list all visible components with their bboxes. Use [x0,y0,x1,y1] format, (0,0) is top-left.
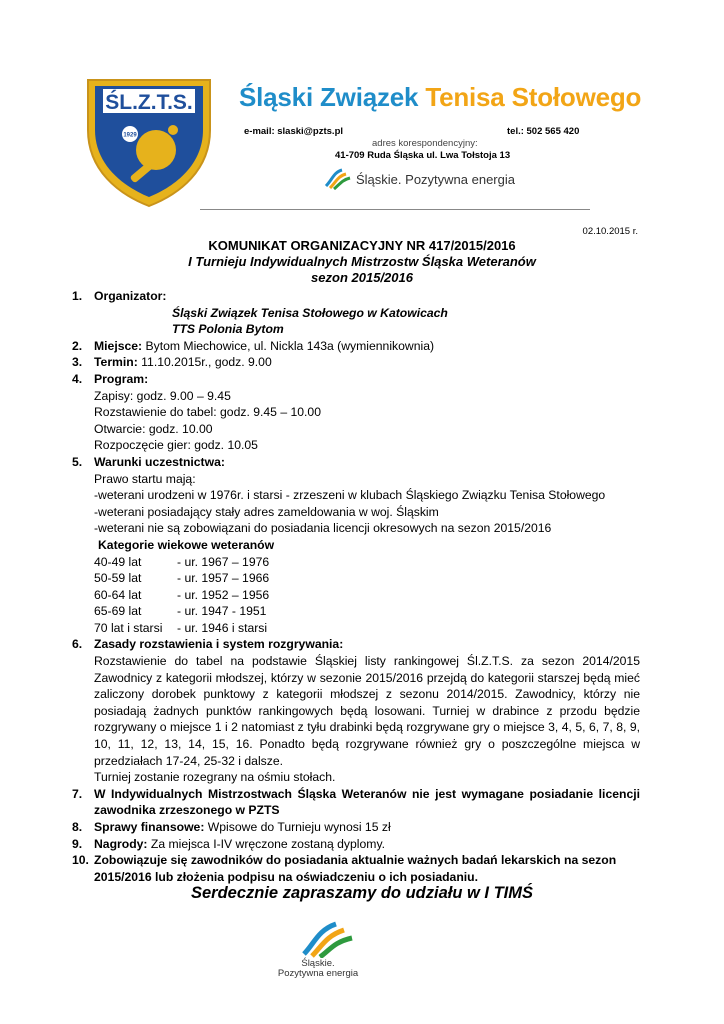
section-rules: 6. Zasady rozstawienia i system rozgrywania: [72,637,344,652]
footer-brand: Śląskie. [301,958,335,969]
slaskie-slogan: Śląskie. Pozytywna energia [356,172,515,187]
section-organizer: 1. Organizator: [72,289,167,303]
footer-slogan: Pozytywna energia [277,968,359,979]
section-finance: 8. Sprawy finansowe: Wpisowe do Turnieju wynosi 15 zł [72,820,391,834]
document-body [72,288,640,885]
program-item: Rozpoczęcie gier: godz. 10.05 [94,438,258,453]
program-item: Zapisy: godz. 9.00 – 9.45 [94,388,231,403]
closing-invitation: Serdecznie zapraszamy do udziału w I TIMŚ [190,884,533,902]
szts-shield-logo [84,78,214,208]
section-date: 3. Termin: 11.10.2015r., godz. 9.00 [72,355,272,370]
organizer-1: Śląski Związek Tenisa Stołowego w Katowicach [172,305,448,320]
category-row: 60-64 lat - ur. 1952 – 1956 [94,587,270,602]
section-conditions: 5. Warunki uczestnictwa: [72,454,225,469]
ball-icon [168,125,178,135]
logo-letters: ŚL.Z.T.S. [105,91,193,114]
condition-item: -weterani urodzeni w 1976r. i starsi - zrzeszeni w klubach Śląskiego Związku Tenisa Stołowego [94,488,606,503]
header-divider [200,209,590,210]
slaskie-wave-logo-icon [324,166,352,190]
program-item: Otwarcie: godz. 10.00 [94,421,213,436]
program-item: Rozstawienie do tabel: godz. 9.45 – 10.00 [94,405,321,420]
section-place: 2. Miejsce: Bytom Miechowice, ul. Nickla 143a (wymiennikownia) [72,338,435,353]
category-row: 50-59 lat - ur. 1957 – 1966 [94,571,270,586]
categories-header: Kategorie wiekowe weteranów [98,537,275,552]
document-season: sezon 2015/2016 [311,270,413,285]
date: 02.10.2015 r. [582,226,638,237]
org-title: Śląski Związek Tenisa Stołowego [239,82,642,112]
section-prizes: 9. Nagrody: Za miejsca I-IV wręczone zostaną dyplomy. [72,836,386,851]
rules-tables: Turniej zostanie rozegrany na ośmiu stołach. [94,770,336,785]
category-row: 65-69 lat - ur. 1947 - 1951 [94,604,267,619]
organizer-2: TTS Polonia Bytom [172,322,284,337]
logo-year: 1929 [123,132,137,139]
section-program: 4. Program: [72,371,149,386]
slaskie-footer-wave-icon [296,920,356,958]
email[interactable]: e-mail: slaski@pzts.pl [244,126,344,137]
condition-item: -weterani nie są zobowiązani do posiadania licencji okresowych na sezon 2015/2016 [94,521,552,536]
phone: tel.: 502 565 420 [507,126,580,137]
document-title: KOMUNIKAT ORGANIZACYJNY NR 417/2015/2016 [208,238,516,253]
condition-item: Prawo startu mają: [94,471,196,486]
document-subtitle: I Turnieju Indywidualnych Mistrzostw Śląska Weteranów [188,254,536,269]
category-row: 70 lat i starsi - ur. 1946 i starsi [94,620,268,635]
condition-item: -weterani posiadający stały adres zameldowania w woj. Śląskim [94,504,439,519]
rules-text: Rozstawienie do tabel na podstawie Śląskiej listy rankingowej Śl.Z.T.S. za sezon 2014/2015 Zawodnicy z kategorii młodszej, którzy w sezonie 2015/2016 przejdą do kategorii starszej będą mieć zaliczony dorobek punktowy z kategorii młodszej z sezonu 2014/2015. Zawodnicy, którzy nie posiadają żadnych punktów rankingowych będą losowani. Turniej w drabince z przodu będzie rozgrywany o miejsce 1 i 2 natomiast z tyłu drabinki będą rozgrywane gry o miejsce 3, 4, 5, 6, 7, 8, 9, 10, 11, 12, 13, 14, 15, 16. Ponadto będą rozgrywane również gry o poszczególne miejsca w przedziałach 17-24, 25-32 i dalsze. [94,654,640,768]
category-row: 40-49 lat - ur. 1967 – 1976 [94,554,270,569]
address: 41-709 Ruda Śląska ul. Lwa Tołstoja 13 [335,150,511,161]
section-license: 7. W Indywidualnych Mistrzostwach Śląska Weteranów nie jest wymagane posiadanie licencji zawodnika zrzeszonego w PZTS [72,786,640,818]
address-label: adres korespondencyjny: [372,138,478,149]
section-medical: 10. Zobowiązuje się zawodników do posiadania aktualnie ważnych badań lekarskich na sezon 2015/2016 lub złożenia podpisu na oświadczeniu o ich posiadaniu. [72,853,617,884]
